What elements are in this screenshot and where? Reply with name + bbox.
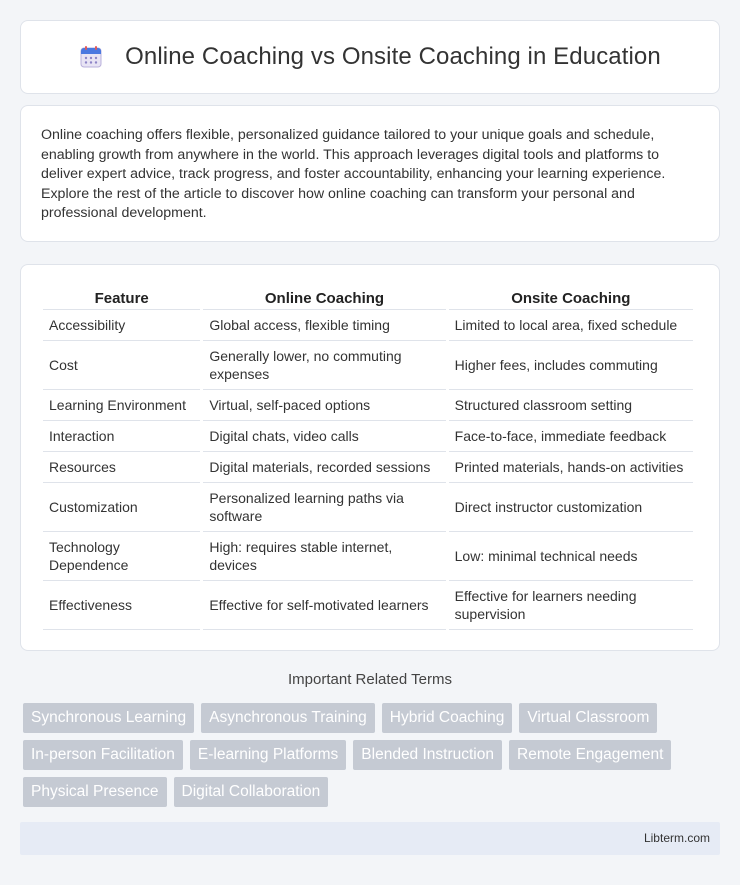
related-term-tag[interactable]: Virtual Classroom xyxy=(519,703,657,733)
intro-text: Online coaching offers flexible, personalized guidance tailored to your unique goals and schedule, enabling growth from anywhere in the world. This approach leverages digital tools and platforms to deliver expert advice, track progress, and foster accountability, enhancing your learning experience. Explore the rest of the article to discover how online coaching can transform your personal and professional development. xyxy=(41,127,666,221)
related-term-tag[interactable]: Digital Collaboration xyxy=(174,777,329,807)
online-cell: Global access, flexible timing xyxy=(203,310,445,341)
feature-cell: Customization xyxy=(43,483,200,532)
related-term-tag[interactable]: E-learning Platforms xyxy=(190,740,346,770)
onsite-cell: Structured classroom setting xyxy=(449,390,693,421)
related-terms-title: Important Related Terms xyxy=(288,671,452,688)
intro-card xyxy=(20,105,720,242)
related-terms-list xyxy=(23,703,723,807)
feature-cell: Learning Environment xyxy=(43,390,200,421)
feature-cell: Technology Dependence xyxy=(43,532,200,581)
table-row xyxy=(43,452,693,483)
online-cell: Effective for self-motivated learners xyxy=(203,581,445,630)
online-cell: Digital materials, recorded sessions xyxy=(203,452,445,483)
onsite-cell: Printed materials, hands-on activities xyxy=(449,452,693,483)
header-onsite: Onsite Coaching xyxy=(449,287,693,310)
comparison-table-card xyxy=(20,264,720,651)
feature-cell: Interaction xyxy=(43,421,200,452)
table-row xyxy=(43,581,693,630)
onsite-cell: Direct instructor customization xyxy=(449,483,693,532)
related-term-tag[interactable]: Synchronous Learning xyxy=(23,703,194,733)
header-online: Online Coaching xyxy=(203,287,445,310)
related-term-tag[interactable]: Remote Engagement xyxy=(509,740,671,770)
table-row xyxy=(43,532,693,581)
related-term-tag[interactable]: Hybrid Coaching xyxy=(382,703,513,733)
online-cell: Generally lower, no commuting expenses xyxy=(203,341,445,390)
onsite-cell: Effective for learners needing supervision xyxy=(449,581,693,630)
onsite-cell: Low: minimal technical needs xyxy=(449,532,693,581)
related-term-tag[interactable]: Physical Presence xyxy=(23,777,167,807)
table-row xyxy=(43,310,693,341)
feature-cell: Resources xyxy=(43,452,200,483)
related-term-tag[interactable]: Blended Instruction xyxy=(353,740,502,770)
table-row xyxy=(43,483,693,532)
header-feature: Feature xyxy=(43,287,200,310)
footer-site[interactable]: Libterm.com xyxy=(643,831,710,845)
onsite-cell: Face-to-face, immediate feedback xyxy=(449,421,693,452)
online-cell: Personalized learning paths via software xyxy=(203,483,445,532)
feature-cell: Cost xyxy=(43,341,200,390)
online-cell: Virtual, self-paced options xyxy=(203,390,445,421)
online-cell: Digital chats, video calls xyxy=(203,421,445,452)
feature-cell: Effectiveness xyxy=(43,581,200,630)
page-title: Online Coaching vs Onsite Coaching in Education xyxy=(125,43,661,70)
calendar-icon xyxy=(79,45,103,69)
related-term-tag[interactable]: In-person Facilitation xyxy=(23,740,183,770)
title-card xyxy=(20,20,720,94)
table-row xyxy=(43,390,693,421)
table-row xyxy=(43,341,693,390)
onsite-cell: Higher fees, includes commuting xyxy=(449,341,693,390)
footer xyxy=(20,822,720,855)
related-term-tag[interactable]: Asynchronous Training xyxy=(201,703,375,733)
online-cell: High: requires stable internet, devices xyxy=(203,532,445,581)
onsite-cell: Limited to local area, fixed schedule xyxy=(449,310,693,341)
table-row xyxy=(43,421,693,452)
comparison-table xyxy=(40,287,696,630)
feature-cell: Accessibility xyxy=(43,310,200,341)
